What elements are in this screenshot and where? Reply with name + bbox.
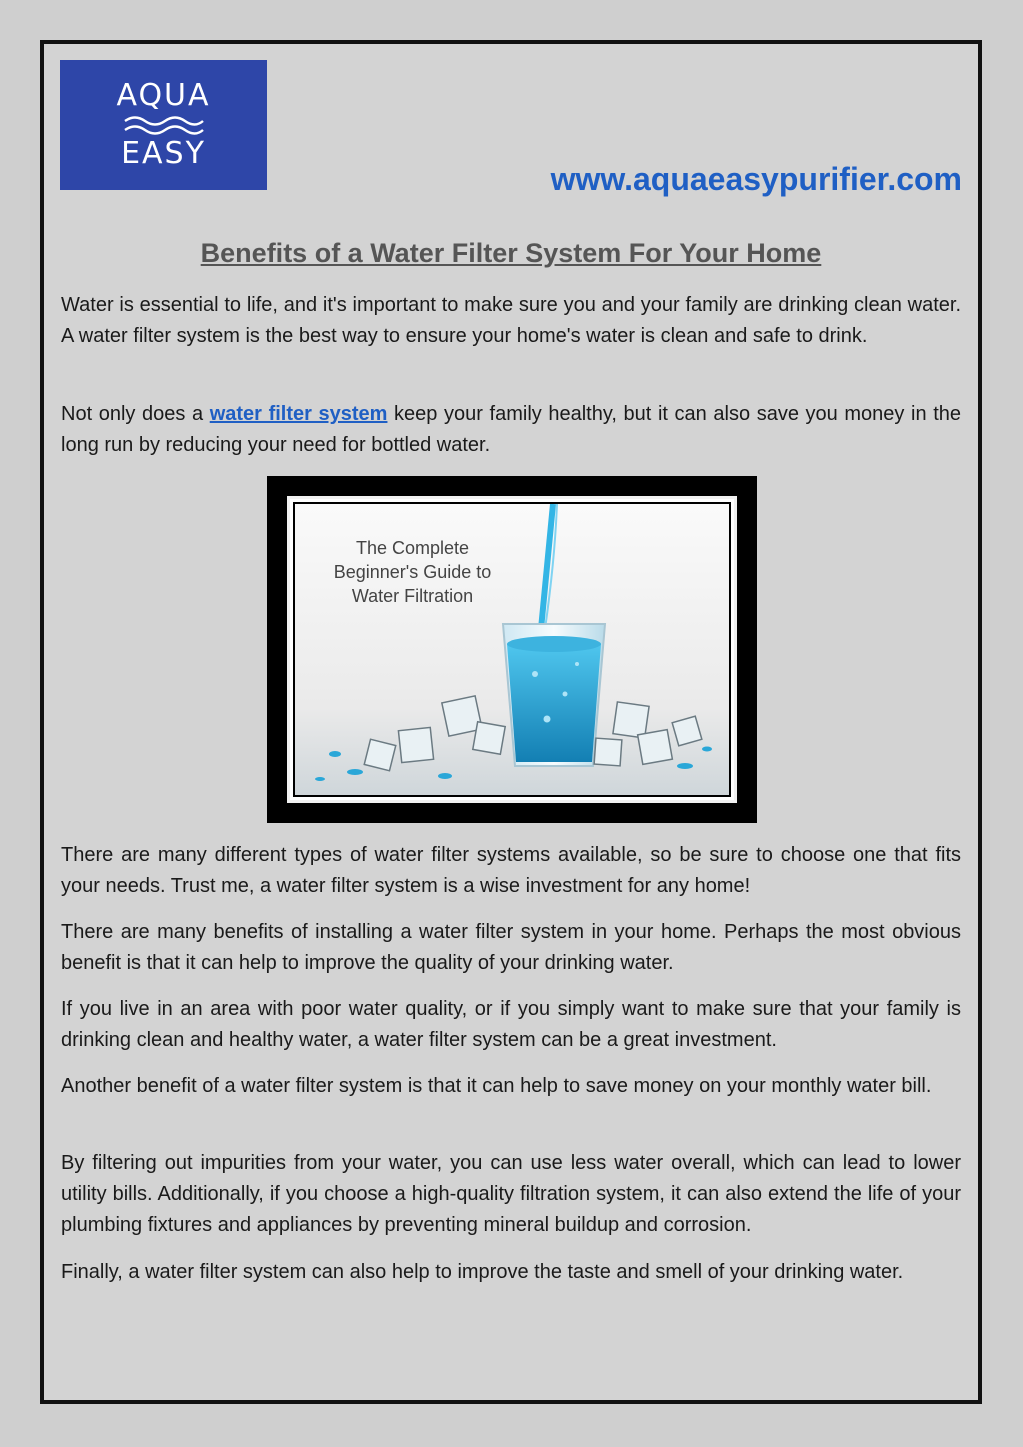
paragraph-3: There are many different types of water filter systems available, so be sure to choose one that fits your needs. Trust me, a water filter system is a wise investment for any home! xyxy=(61,844,961,897)
article-image xyxy=(267,476,757,823)
document-page xyxy=(40,40,982,1404)
water-filter-system-link[interactable]: water filter system xyxy=(209,403,388,425)
paragraph-1: Water is essential to life, and it's important to make sure you and your family are drinking clean water. A water filter system is the best way to ensure your home's water is clean and safe to drink. xyxy=(61,294,961,347)
website-link[interactable]: www.aquaeasypurifier.com xyxy=(550,161,962,197)
article-title: Benefits of a Water Filter System For Your Home xyxy=(200,238,822,268)
logo-line-2: EASY xyxy=(121,136,206,171)
aqua-easy-logo xyxy=(60,60,267,190)
water-glass-illustration xyxy=(295,504,727,793)
paragraph-4: There are many benefits of installing a water filter system in your home. Perhaps the most obvious benefit is that it can help to improve the quality of your drinking water. xyxy=(61,921,961,974)
image-frame xyxy=(287,496,737,803)
paragraph-6: Another benefit of a water filter system is that it can help to save money on your monthly water bill. xyxy=(61,1075,932,1097)
paragraph-7: By filtering out impurities from your water, you can use less water overall, which can lead to lower utility bills. Additionally, if you choose a high-quality filtration system, it can also extend the life of your plumbing fixtures and appliances by preventing mineral buildup and corrosion. xyxy=(61,1152,961,1236)
paragraph-5: If you live in an area with poor water quality, or if you simply want to make sure that your family is drinking clean and healthy water, a water filter system can be a great investment. xyxy=(61,998,961,1051)
paragraph-2-rest: keep your family healthy, but it can also save you money in the long run by reducing your need for bottled water. xyxy=(61,403,961,456)
paragraph-2-lead: Not only does a xyxy=(61,403,210,425)
image-content xyxy=(293,502,731,797)
logo-line-1: AQUA xyxy=(116,78,211,113)
paragraph-8: Finally, a water filter system can also help to improve the taste and smell of your drinking water. xyxy=(61,1261,904,1283)
waves-icon xyxy=(123,114,205,136)
paragraph-2 xyxy=(61,399,961,461)
image-caption: The Complete Beginner's Guide to Water Filtration xyxy=(333,538,492,606)
